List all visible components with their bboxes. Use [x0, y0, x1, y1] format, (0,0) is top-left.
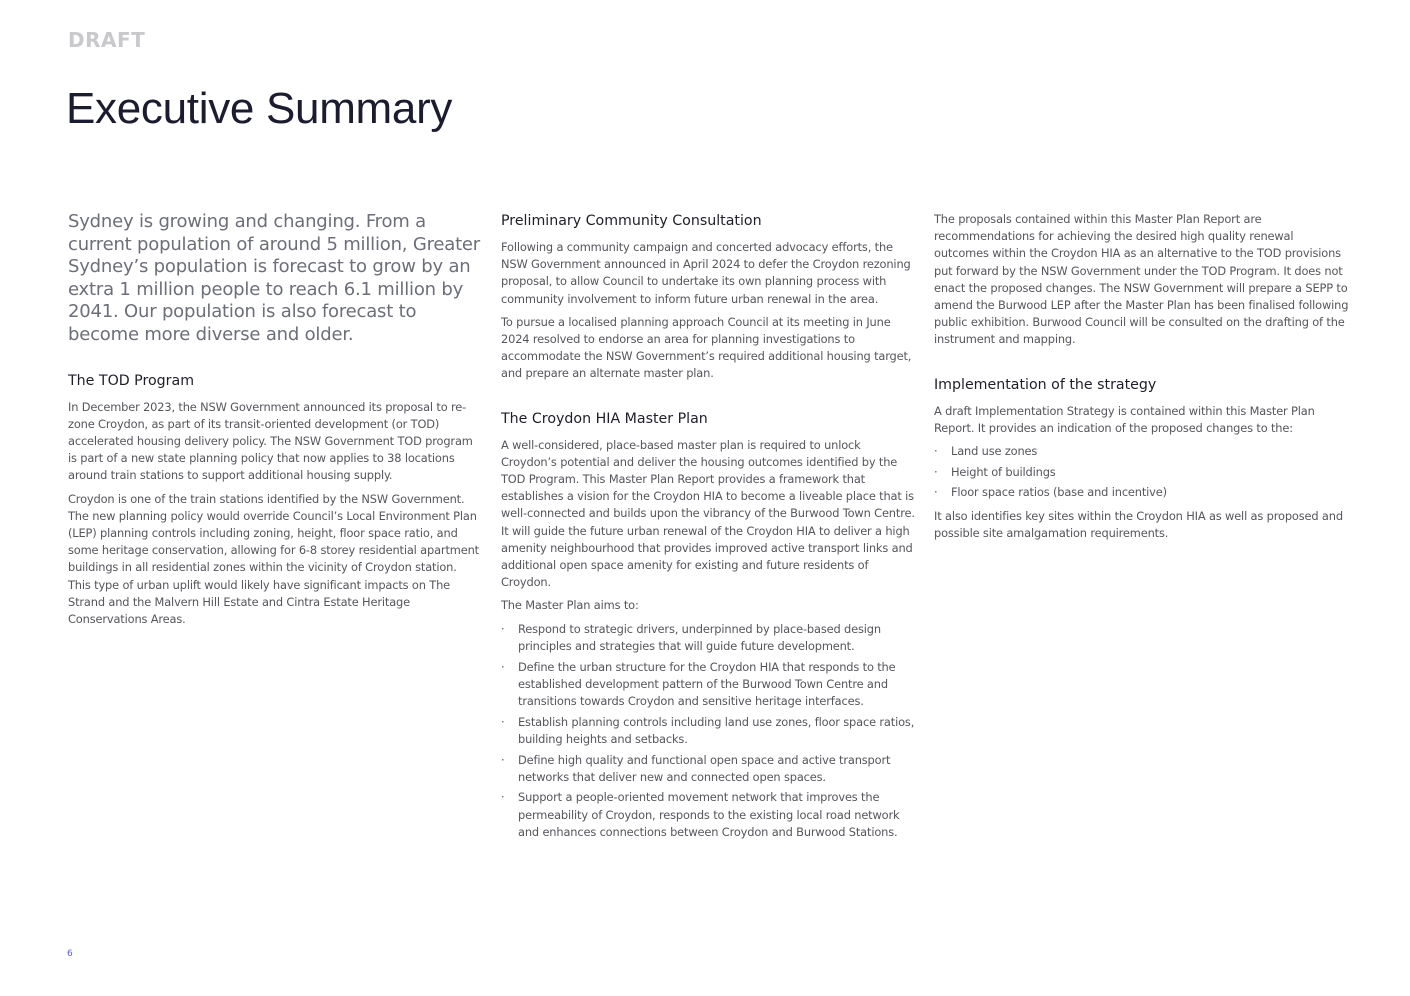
bullet-icon: ·: [501, 752, 505, 767]
section-spacer: [501, 389, 916, 409]
section-spacer: [934, 355, 1349, 375]
list-item: [934, 443, 1349, 460]
list-item-text: Define high quality and functional open space and active transport networks that deliver new and connected open spaces.: [518, 752, 891, 784]
consultation-heading: Preliminary Community Consultation: [501, 213, 762, 229]
consultation-paragraph: Following a community campaign and concerted advocacy efforts, the NSW Government announced in April 2024 to defer the Croydon rezoning proposal, to allow Council to undertake its own planning process with community involvement to inform future urban renewal in the area.: [501, 240, 911, 306]
bullet-icon: ·: [934, 444, 938, 459]
implementation-closing-paragraph: It also identifies key sites within the Croydon HIA as well as proposed and possible site amalgamation requirements.: [934, 508, 1343, 540]
column-3: [934, 211, 1349, 548]
page-title: Executive Summary: [66, 84, 453, 133]
list-item-text: Define the urban structure for the Croydon HIA that responds to the established development pattern of the Burwood Town Centre and transitions towards Croydon and sensitive heritage interfaces.: [518, 659, 896, 708]
list-item: [501, 714, 916, 748]
list-item-text: Support a people-oriented movement network that improves the permeability of Croydon, responds to the existing local road network and enhances connections between Croydon and Burwood Stations.: [518, 790, 900, 839]
draft-watermark: DRAFT: [68, 28, 146, 52]
list-item: [934, 484, 1349, 501]
list-item: [501, 659, 916, 711]
lead-paragraph: Sydney is growing and changing. From a current population of around 5 million, Greater Sydney’s population is forecast to grow by an extra 1 million people to reach 6.1 million by 2041. Our population is also forecast to become more diverse and older.: [68, 211, 481, 345]
list-item: [501, 621, 916, 655]
page-number: 6: [67, 949, 73, 959]
column-2: [501, 211, 916, 847]
list-item: [501, 752, 916, 786]
implementation-list: [934, 443, 1349, 502]
proposals-paragraph: The proposals contained within this Master Plan Report are recommendations for achieving the desired high quality renewal outcomes within the Croydon HIA as an alternative to the TOD provisions put forward by the NSW Government under the TOD Program. It does not enact the proposed changes. The NSW Government will prepare a SEPP to amend the Burwood LEP after the Master Plan has been finalised following public exhibition. Burwood Council will be consulted on the drafting of the instrument and mapping.: [934, 212, 1349, 347]
list-item-text: Establish planning controls including land use zones, floor space ratios, building heights and setbacks.: [518, 714, 915, 746]
consultation-paragraph: To pursue a localised planning approach Council at its meeting in June 2024 resolved to endorse an area for planning investigations to accommodate the NSW Government’s required additional housing target, and prepare an alternate master plan.: [501, 314, 912, 381]
master-plan-aims-list: [501, 621, 916, 841]
tod-program-heading: The TOD Program: [68, 372, 195, 389]
list-item-text: Height of buildings: [951, 464, 1056, 479]
list-item-text: Floor space ratios (base and incentive): [951, 485, 1167, 500]
list-item-text: Land use zones: [951, 444, 1038, 459]
implementation-paragraph: A draft Implementation Strategy is contained within this Master Plan Report. It provides an indication of the proposed changes to the:: [934, 403, 1315, 435]
list-item-text: Respond to strategic drivers, underpinned by place-based design principles and strategies that will guide future development.: [518, 621, 881, 653]
bullet-icon: ·: [934, 485, 938, 500]
list-item: [934, 464, 1349, 481]
bullet-icon: ·: [501, 714, 505, 729]
list-item: [501, 789, 916, 841]
master-plan-heading: The Croydon HIA Master Plan: [501, 410, 708, 427]
column-1: [68, 211, 480, 634]
master-plan-paragraph: A well-considered, place-based master plan is required to unlock Croydon’s potential and deliver the housing outcomes identified by the TOD Program. This Master Plan Report provides a framework that establishes a vision for the Croydon HIA to become a liveable place that is well-connected and builds upon the vibrancy of the Burwood Town Centre. It will guide the future urban renewal of the Croydon HIA to deliver a high amenity neighbourhood that provides improved active transport links and additional open space amenity for existing and future residents of Croydon.: [501, 437, 915, 590]
bullet-icon: ·: [934, 464, 938, 479]
bullet-icon: ·: [501, 621, 505, 636]
master-plan-aims-intro: The Master Plan aims to:: [501, 598, 639, 613]
tod-program-paragraph: In December 2023, the NSW Government announced its proposal to re-zone Croydon, as part of its transit-oriented development (or TOD) accelerated housing delivery policy. The NSW Government TOD program is part of a new state planning policy that now applies to 38 locations around train stations to support additional housing supply.: [68, 399, 473, 483]
bullet-icon: ·: [501, 659, 505, 674]
bullet-icon: ·: [501, 790, 505, 805]
tod-program-paragraph: Croydon is one of the train stations identified by the NSW Government. The new planning policy would override Council’s Local Environment Plan (LEP) planning controls including zoning, height, floor space ratio, and some heritage conservation, allowing for 6-8 storey residential apartment buildings in all residential zones within the vicinity of Croydon station. This type of urban uplift would likely have significant impacts on The Strand and the Malvern Hill Estate and Cintra Estate Heritage Conservations Areas.: [68, 491, 479, 626]
implementation-heading: Implementation of the strategy: [934, 376, 1157, 393]
